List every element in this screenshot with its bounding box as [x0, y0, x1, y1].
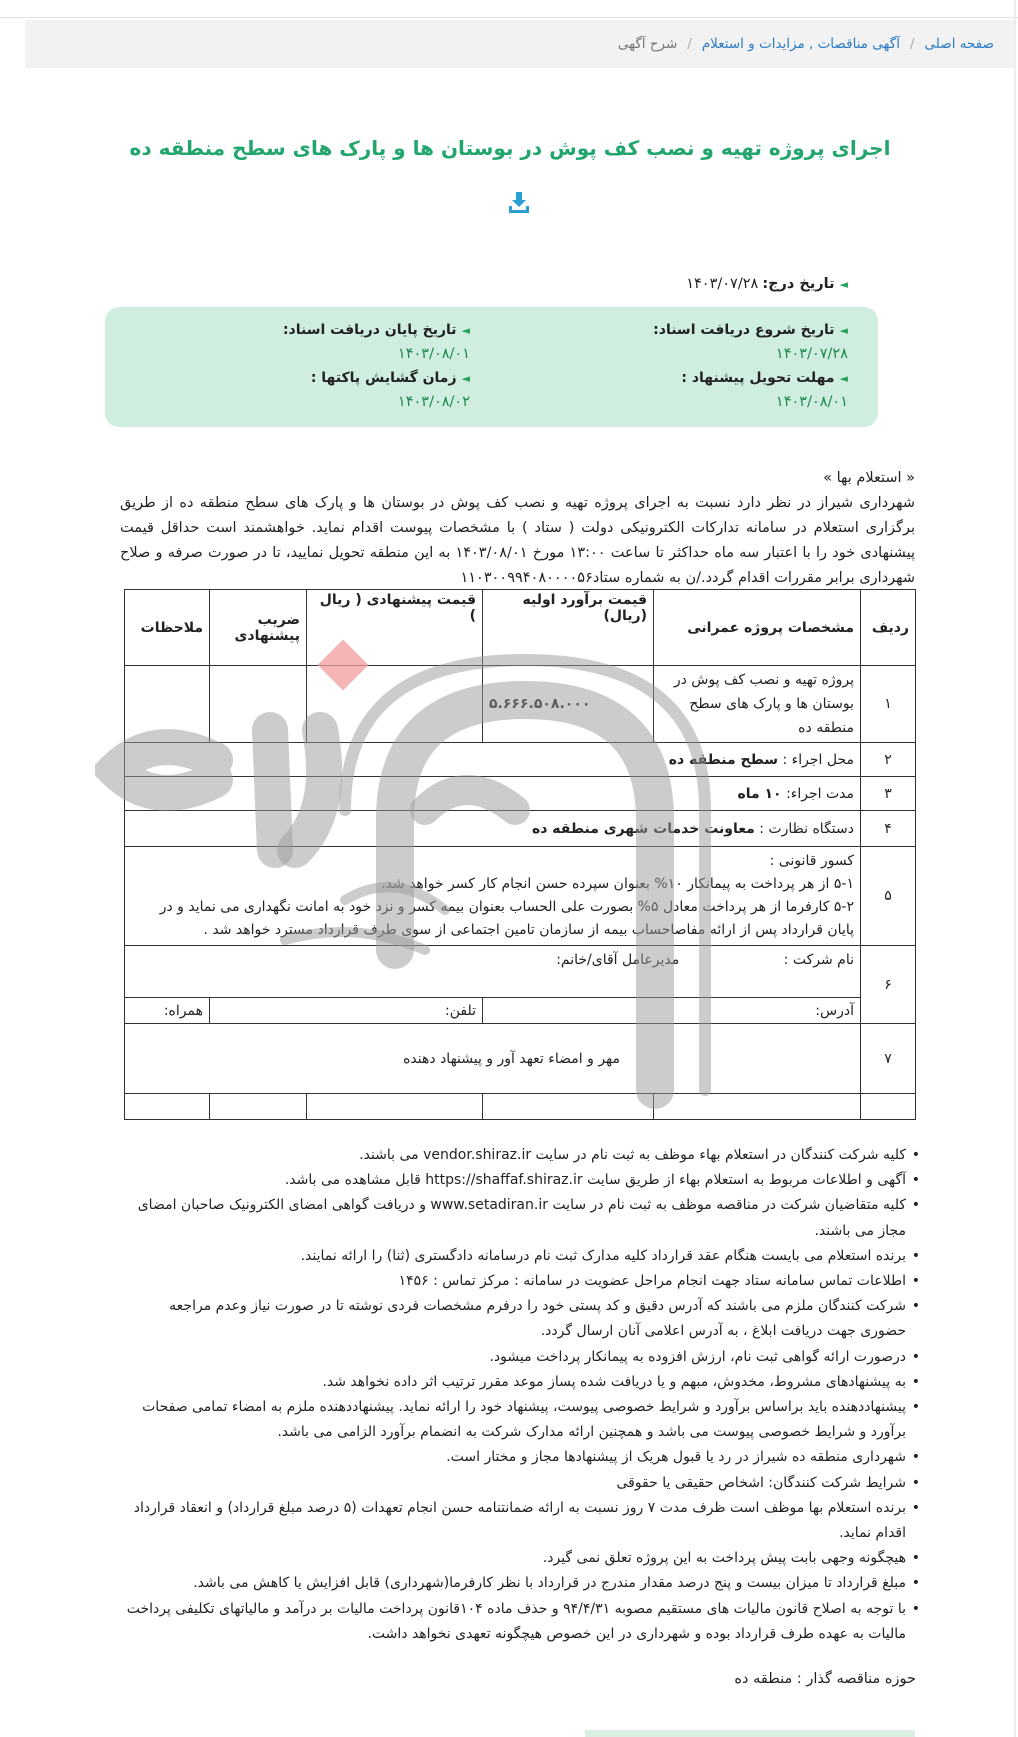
row-number: ۷	[861, 1024, 916, 1094]
supervisor-label: دستگاه نظارت :	[759, 820, 854, 837]
condition-item: • به پیشنهادهای مشروط، مخدوش، مبهم و یا دریافت شده پساز موعد مقرر ترتیب اثر داده نخواهد شد.	[120, 1370, 920, 1395]
table-row	[125, 1024, 916, 1094]
doc-end-value: ۱۴۰۳/۰۸/۰۱	[397, 346, 470, 362]
table-row	[125, 847, 916, 946]
row-number: ۲	[861, 743, 916, 777]
header-initial-estimate: قیمت برآورد اولیه (ریال)	[483, 590, 654, 666]
deductions-cell	[125, 847, 861, 946]
deadline-label: مهلت تحویل پیشنهاد :	[681, 370, 835, 386]
opening-item	[311, 370, 470, 410]
condition-item: • برنده استعلام بها موظف است ظرف مدت ۷ روز نسبت به ارائه ضمانتنامه حسن انجام تعهدات (۵ درصد مبلغ قرارداد) و انعقاد قرارداد اقدام نماید.	[120, 1496, 920, 1546]
doc-start-item	[653, 322, 848, 362]
mobile-field[interactable]: همراه:	[125, 998, 210, 1024]
table-row	[125, 777, 916, 811]
header-row-number: ردیف	[861, 590, 916, 666]
execution-duration-label: مدت اجراء:	[786, 785, 854, 802]
row-number: ۶	[861, 946, 916, 1024]
posted-date-value: ۱۴۰۳/۰۷/۲۸	[686, 276, 759, 292]
table-row	[125, 743, 916, 777]
empty-cell	[861, 1094, 916, 1120]
condition-item: • پیشنهاددهنده باید براساس برآورد و شرایط خصوصی پیوست، پیشنهاد خود را ارائه نماید. پیشنهاددهنده ملزم به امضاء تمامی صفحات برآورد و شرایط خصوصی پیوست می باشد و همچنین ارائه مدارک شرکت به انضمام برآورد الزامی می باشد.	[120, 1395, 920, 1445]
right-edge-divider	[1014, 0, 1016, 1737]
condition-item: • شرایط شرکت کنندگان: اشخاص حقیقی یا حقوقی	[120, 1471, 920, 1496]
opening-label: زمان گشایش پاکتها :	[310, 370, 457, 386]
posted-date	[686, 276, 848, 292]
row-number: ۱	[861, 666, 916, 743]
header-project-spec: مشخصات پروژه عمرانی	[654, 590, 861, 666]
top-divider	[0, 17, 1018, 18]
caret-left-icon: ◄	[839, 278, 848, 291]
supervisor-value: معاونت خدمات شهری منطقه ده	[531, 820, 755, 837]
caret-left-icon: ◄	[839, 324, 848, 337]
empty-cell	[483, 1094, 654, 1120]
deadline-value: ۱۴۰۳/۰۸/۰۱	[775, 394, 848, 410]
table-row	[125, 666, 916, 743]
deductions-title: کسور قانونی :	[769, 853, 854, 869]
condition-item: • با توجه به اصلاح قانون مالیات های مستقیم مصوبه ۹۴/۴/۳۱ و حذف ماده ۱۰۴قانون پرداخت مالیات بر درآمد و مالیاتهای تکلیفی پرداخت مالیات به عهده طرف قرارداد بوده و شهرداری در این خصوص هیچگونه تعهدی نخواهد داشت.	[120, 1597, 920, 1647]
opening-value: ۱۴۰۳/۰۸/۰۲	[397, 394, 470, 410]
deadline-item	[681, 370, 848, 410]
table-row	[125, 1094, 916, 1120]
caret-left-icon: ◄	[461, 372, 470, 385]
initial-estimate-cell: ۵.۶۶۶.۵۰۸.۰۰۰	[483, 666, 654, 743]
schedule-info-box	[105, 307, 878, 427]
company-info-cell	[125, 946, 861, 998]
condition-item: • کلیه شرکت کنندگان در استعلام بهاء موظف به ثبت نام در سایت vendor.shiraz.ir می باشند.	[120, 1143, 920, 1168]
tender-zone: حوزه مناقصه گذار : منطقه ده	[734, 1671, 916, 1687]
offer-price-cell[interactable]	[307, 666, 483, 743]
breadcrumb-separator: /	[687, 36, 692, 52]
row-number: ۴	[861, 811, 916, 847]
row-number: ۳	[861, 777, 916, 811]
table-row	[125, 946, 916, 998]
breadcrumb-section-link[interactable]: آگهی مناقصات , مزایدات و استعلام	[701, 36, 900, 52]
table-row	[125, 811, 916, 847]
breadcrumb-separator: /	[909, 36, 915, 52]
condition-item: • درصورت ارائه گواهی ثبت نام، ارزش افزوده به پیمانکار پرداخت میشود.	[120, 1345, 920, 1370]
execution-location-label: محل اجراء :	[782, 751, 854, 768]
condition-item: • مبلغ قرارداد تا میزان بیست و پنج درصد مقدار مندرج در قرارداد با نظر کارفرما(شهرداری) قابل افزایش یا کاهش می باشد.	[120, 1571, 920, 1596]
caret-left-icon: ◄	[461, 324, 470, 337]
signature-cell: مهر و امضاء تعهد آور و پیشنهاد دهنده	[125, 1024, 861, 1094]
supervisor-cell	[125, 811, 861, 847]
condition-item: • برنده استعلام می بایست هنگام عقد قرارداد کلیه مدارک ثبت نام درسامانه دادگستری (ثنا) را ارائه نمایند.	[120, 1244, 920, 1269]
table-header-row	[125, 590, 916, 666]
doc-end-item	[283, 322, 470, 362]
header-offer-price: قیمت پیشنهادی ( ریال )	[307, 590, 483, 666]
caret-left-icon: ◄	[839, 372, 848, 385]
notes-cell[interactable]	[125, 666, 210, 743]
download-icon[interactable]	[506, 189, 532, 215]
header-coefficient: ضریب پیشنهادی	[210, 590, 307, 666]
condition-item: • آگهی و اطلاعات مربوط به استعلام بهاء از طریق سایت https://shaffaf.shiraz.ir قابل مشاهده می باشد.	[120, 1168, 920, 1193]
empty-cell	[307, 1094, 483, 1120]
page-title: اجرای پروژه تهیه و نصب کف پوش در بوستان ها و پارک های سطح منطقه ده	[129, 136, 891, 160]
breadcrumb-home-link[interactable]: صفحه اصلی	[924, 36, 994, 52]
execution-duration-cell	[125, 777, 861, 811]
condition-item: • شرکت کنندگان ملزم می باشند که آدرس دقیق و کد پستی خود را درفرم مشخصات فردی نوشته تا در صورت نیاز وعدم مراجعه حضوری جهت دریافت ابلاغ ، به آدرس اعلامی آنان ارسال گردد.	[120, 1294, 920, 1344]
condition-item: • هیچگونه وجهی بابت پیش پرداخت به این پروژه تعلق نمی گیرد.	[120, 1546, 920, 1571]
deduction-line-1: ۵-۱ از هر پرداخت به پیمانکار ۱۰% بعنوان سپرده حسن انجام کار کسر خواهد شد.	[381, 876, 854, 892]
notice-text	[120, 466, 915, 591]
deduction-line-2: ۵-۲ کارفرما از هر پرداخت معادل ۵% بصورت علی الحساب بعنوان بیمه کسر و نزد خود به امانت نگهداری می نماید و در پایان قرارداد پس از ارائه مفاصاحساب بیمه از سازمان تامین اجتماعی از سوی طرف قرارداد مسترد خواهد شد .	[159, 899, 854, 938]
breadcrumb	[25, 20, 1014, 68]
header-notes: ملاحظات	[125, 590, 210, 666]
condition-item: • شهرداری منطقه ده شیراز در رد یا قبول هریک از پیشنهادها مجاز و مختار است.	[120, 1445, 920, 1470]
conditions-list	[120, 1143, 920, 1647]
bid-table	[124, 589, 916, 1120]
doc-end-label: تاریخ پایان دریافت اسناد:	[282, 322, 457, 338]
table-row	[125, 998, 916, 1024]
row-number: ۵	[861, 847, 916, 946]
condition-item: • کلیه متقاضیان شرکت در مناقصه موظف به ثبت نام در سایت www.setadiran.ir و دریافت گواهی امضای الکترونیک صاحبان امضای مجاز می باشند.	[120, 1193, 920, 1243]
project-spec-cell: پروژه تهیه و نصب کف پوش در بوستان ها و پارک های سطح منطقه ده	[654, 666, 861, 743]
posted-date-label: تاریخ درج:	[762, 276, 835, 292]
notice-heading: « استعلام بها »	[823, 470, 915, 486]
execution-location-value: سطح منطقه ده	[668, 751, 779, 768]
coefficient-cell[interactable]	[210, 666, 307, 743]
company-name-label: نام شرکت :	[783, 952, 854, 968]
execution-duration-value: ۱۰ ماه	[737, 785, 782, 802]
notice-body: شهرداری شیراز در نظر دارد نسبت به اجرای پروژه تهیه و نصب کف پوش در بوستان ها و پارک های سطح منطقه ده از طریق برگزاری استعلام در سامانه تدارکات الکترونیکی دولت ( ستاد ) با مشخصات پیوست اقدام نماید. خواهشمند است حداقل قیمت پیشنهادی خود را با اعتبار سه ماه حداکثر تا ساعت ۱۳:۰۰ مورخ ۱۴۰۳/۰۸/۰۱ به این منطقه تحویل نمایید، تا در صورت صرفه و صلاح شهرداری برابر مقررات اقدام گردد./ن به شماره ستاد۱۱۰۳۰۰۹۹۴۰۸۰۰۰۰۵۶	[120, 495, 915, 586]
empty-cell	[125, 1094, 210, 1120]
empty-cell	[654, 1094, 861, 1120]
breadcrumb-current: شرح آگهی	[617, 36, 678, 52]
empty-cell	[210, 1094, 307, 1120]
doc-start-value: ۱۴۰۳/۰۷/۲۸	[775, 346, 848, 362]
execution-location-cell	[125, 743, 861, 777]
address-field[interactable]: آدرس:	[483, 998, 861, 1024]
bottom-strip	[585, 1730, 915, 1737]
phone-field[interactable]: تلفن:	[210, 998, 483, 1024]
doc-start-label: تاریخ شروع دریافت اسناد:	[653, 322, 835, 338]
ceo-label: مدیرعامل آقای/خانم:	[556, 952, 680, 968]
condition-item: • اطلاعات تماس سامانه ستاد جهت انجام مراحل عضویت در سامانه : مرکز تماس : ۱۴۵۶	[120, 1269, 920, 1294]
